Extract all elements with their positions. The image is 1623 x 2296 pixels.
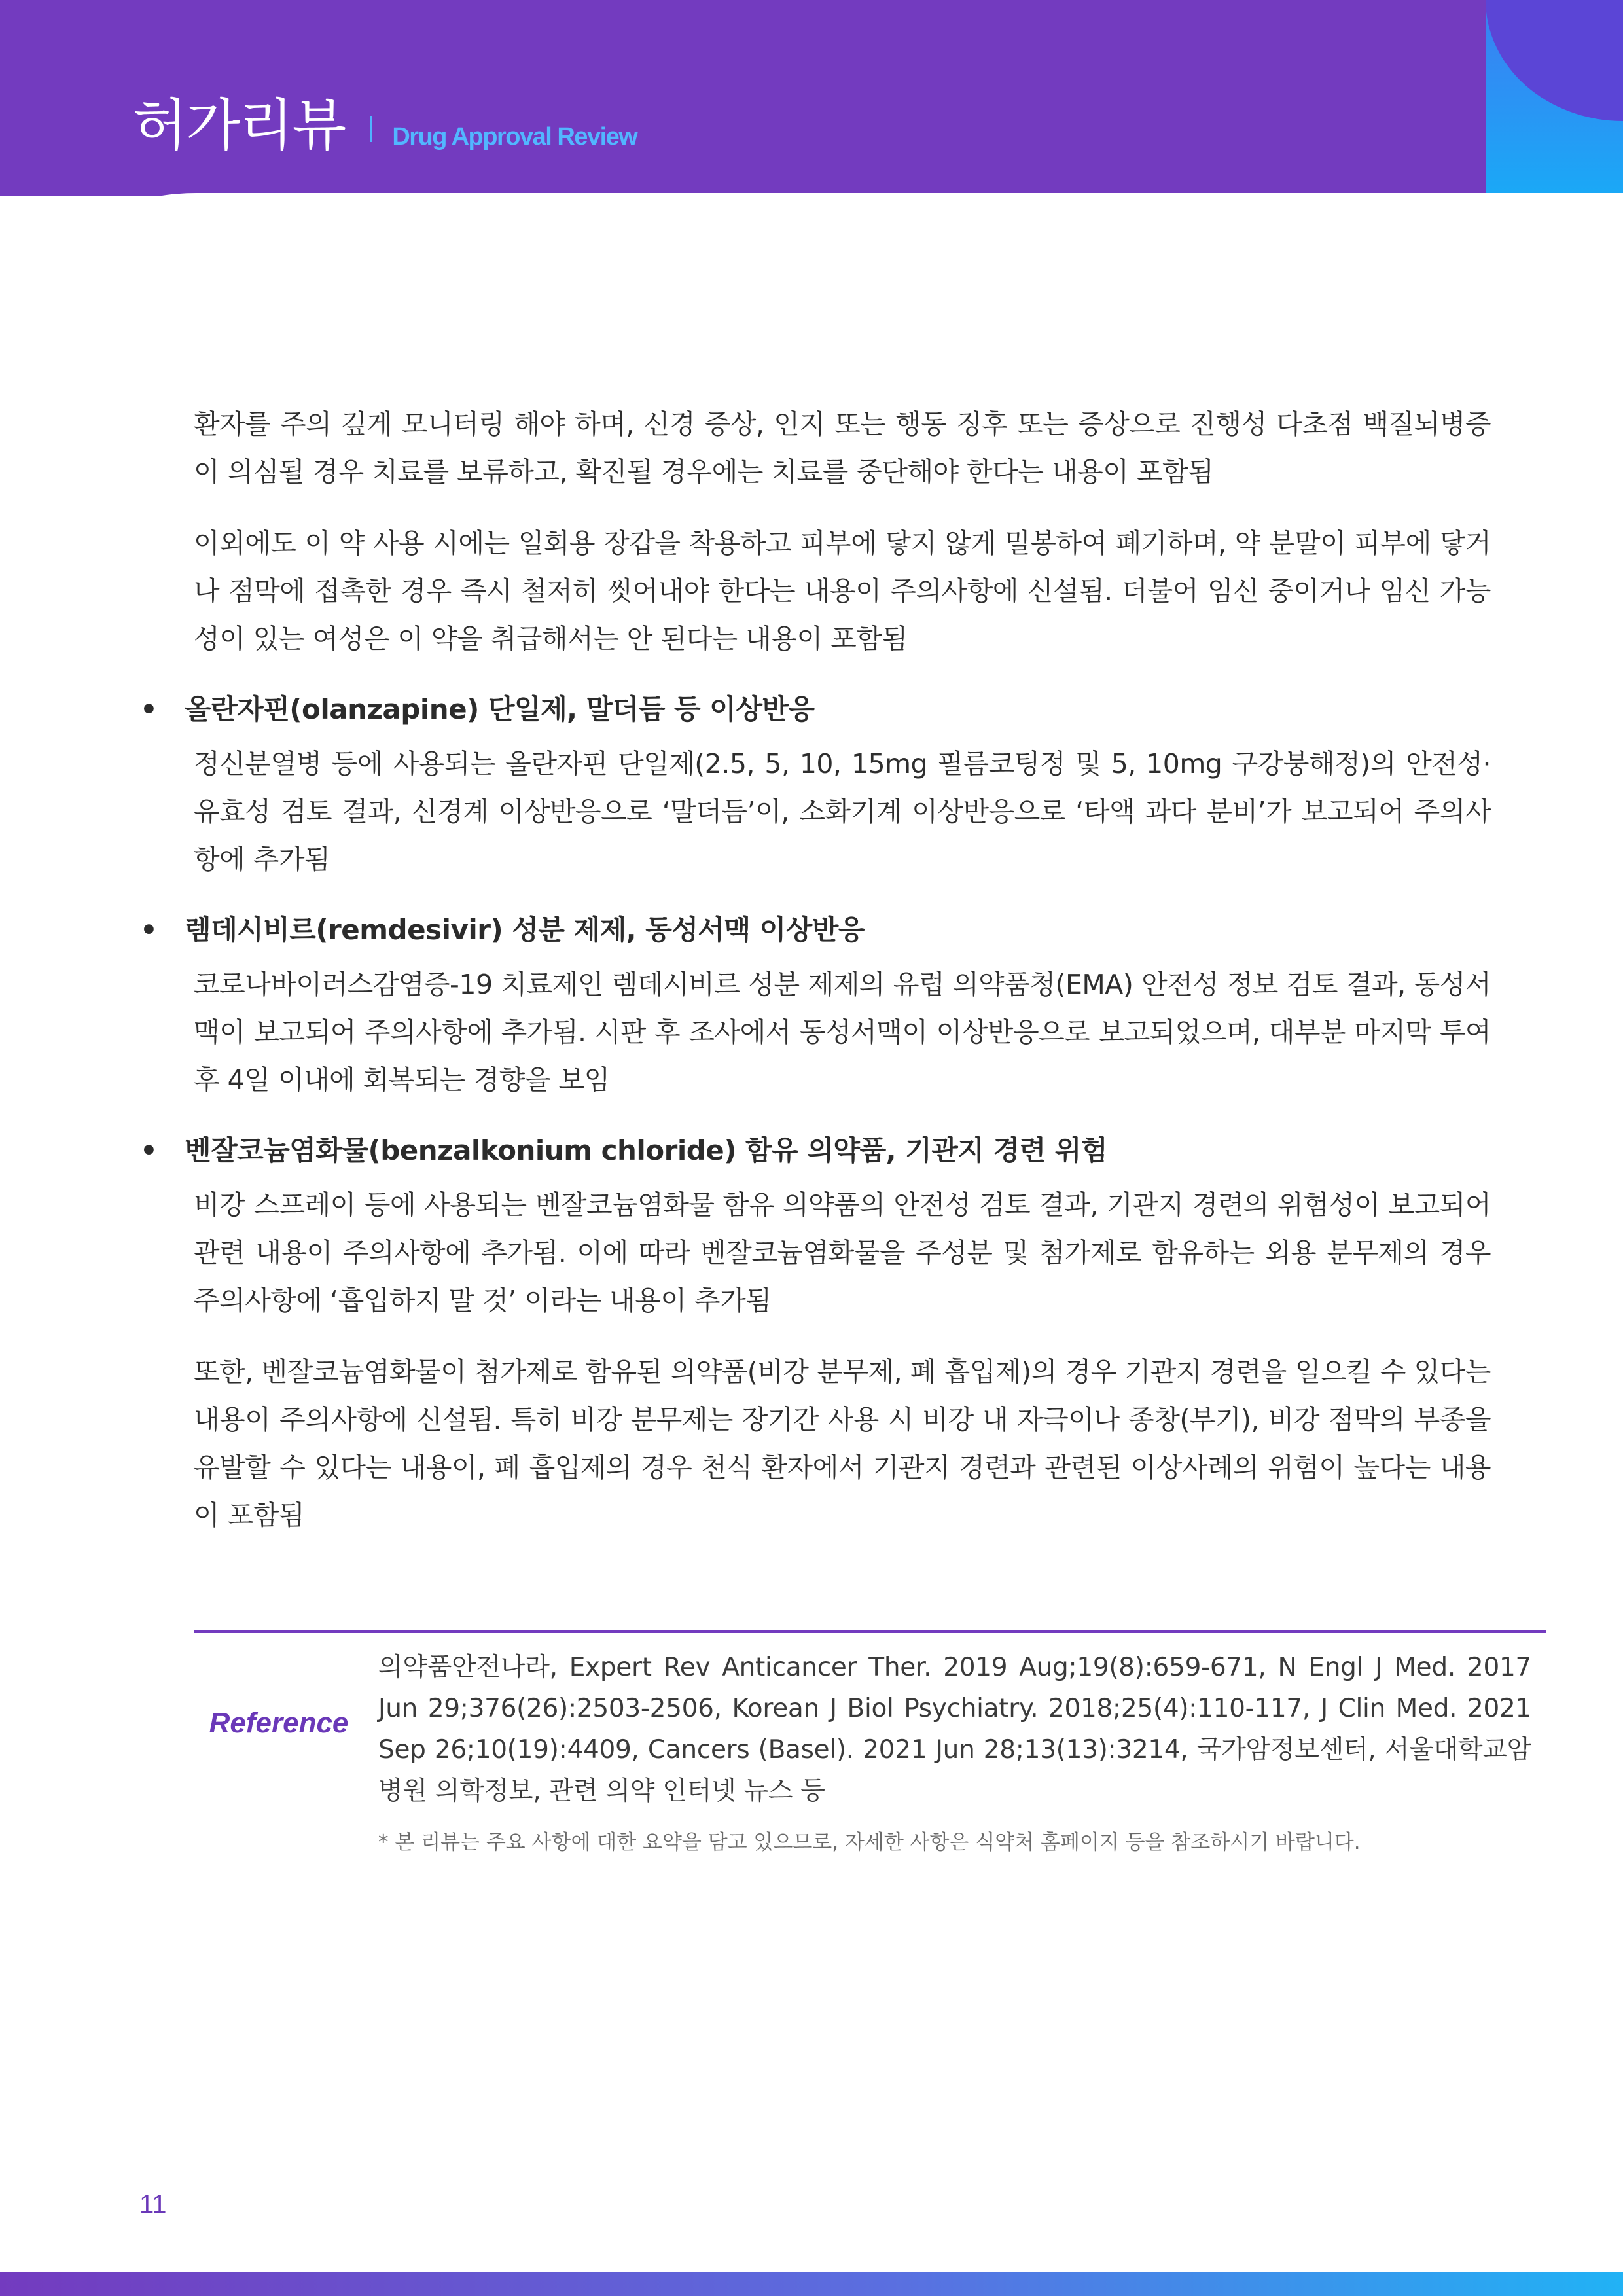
section-title-english: Drug Approval Review [392, 123, 637, 151]
bullet-icon: • [140, 693, 158, 725]
section-title-korean: 허가리뷰 [133, 93, 346, 158]
title-divider [370, 116, 372, 142]
footer-gradient-bar [0, 2272, 1623, 2296]
item-title: 올란자핀(olanzapine) 단일제, 말더듬 등 이상반응 [185, 693, 815, 725]
item-title: 렘데시비르(remdesivir) 성분 제제, 동성서맥 이상반응 [185, 914, 865, 946]
item-paragraph: 코로나바이러스감염증-19 치료제인 렘데시비르 성분 제제의 유럽 의약품청(EMA) 안전성 정보 검토 결과, 동성서맥이 보고되어 주의사항에 추가됨. 시판 후 조사에서 동성서맥이 이상반응으로 보고되었으며, 대부분 마지막 투여 후 4일 이내에 회복되는 경향을 보임 [194, 969, 1491, 1096]
item-heading-remdesivir [137, 907, 1486, 953]
intro-paragraph: 이외에도 이 약 사용 시에는 일회용 장갑을 착용하고 피부에 닿지 않게 밀봉하여 폐기하며, 약 분말이 피부에 닿거나 점막에 접촉한 경우 즉시 철저히 씻어내야 한다는 내용이 주의사항에 신설됨. 더불어 임신 중이거나 임신 가능성이 있는 여성은 이 약을 취급해서는 안 된다는 내용이 포함됨 [194, 528, 1491, 655]
item-paragraph: 또한, 벤잘코늄염화물이 첨가제로 함유된 의약품(비강 분무제, 폐 흡입제)의 경우 기관지 경련을 일으킬 수 있다는 내용이 주의사항에 신설됨. 특히 비강 분무제는 장기간 사용 시 비강 내 자극이나 종창(부기), 비강 점막의 부종을 유발할 수 있다는 내용이, 폐 흡입제의 경우 천식 환자에서 기관지 경련과 관련된 이상사례의 위험이 높다는 내용이 포함됨 [194, 1356, 1491, 1531]
disclaimer-note: * 본 리뷰는 주요 사항에 대한 요약을 담고 있으므로, 자세한 사항은 식약처 홈페이지 등을 참조하시기 바랍니다. [378, 1831, 1361, 1854]
reference-divider [194, 1630, 1546, 1633]
header-title [133, 80, 637, 161]
item-heading-benzalkonium [137, 1128, 1486, 1174]
item-paragraph: 비강 스프레이 등에 사용되는 벤잘코늄염화물 함유 의약품의 안전성 검토 결과, 기관지 경련의 위험성이 보고되어 관련 내용이 주의사항에 추가됨. 이에 따라 벤잘코늄염화물을 주성분 및 첨가제로 함유하는 외용 분무제의 경우 주의사항에 ‘흡입하지 말 것’ 이라는 내용이 추가됨 [194, 1189, 1491, 1316]
reference-text: 의약품안전나라, Expert Rev Anticancer Ther. 2019 Aug;19(8):659-671, N Engl J Med. 2017 Jun 29;376(26):2503-2506, Korean J Biol Psychiatry. 2018;25(4):110-117, J Clin Med. 2021 Sep 26;10(19):4409, Cancers (Basel). 2021 Jun 28;13(13):3214, 국가암정보센터, 서울대학교암병원 의학정보, 관련 의약 인터넷 뉴스 등 [378, 1653, 1531, 1806]
intro-paragraph: 환자를 주의 깊게 모니터링 해야 하며, 신경 증상, 인지 또는 행동 징후 또는 증상으로 진행성 다초점 백질뇌병증이 의심될 경우 치료를 보류하고, 확진될 경우에는 치료를 중단해야 한다는 내용이 포함됨 [194, 408, 1491, 488]
bullet-icon: • [140, 914, 158, 946]
item-paragraph: 정신분열병 등에 사용되는 올란자핀 단일제(2.5, 5, 10, 15mg 필름코팅정 및 5, 10mg 구강붕해정)의 안전성·유효성 검토 결과, 신경계 이상반응으로 ‘말더듬’이, 소화기계 이상반응으로 ‘타액 과다 분비’가 보고되어 주의사항에 추가됨 [194, 748, 1491, 875]
reference-label: Reference [209, 1707, 349, 1739]
main-content [137, 401, 1491, 1563]
item-title: 벤잘코늄염화물(benzalkonium chloride) 함유 의약품, 기관지 경련 위험 [185, 1134, 1107, 1166]
bullet-icon: • [140, 1134, 158, 1166]
page-number: 11 [139, 2190, 167, 2219]
item-heading-olanzapine [137, 687, 1486, 732]
